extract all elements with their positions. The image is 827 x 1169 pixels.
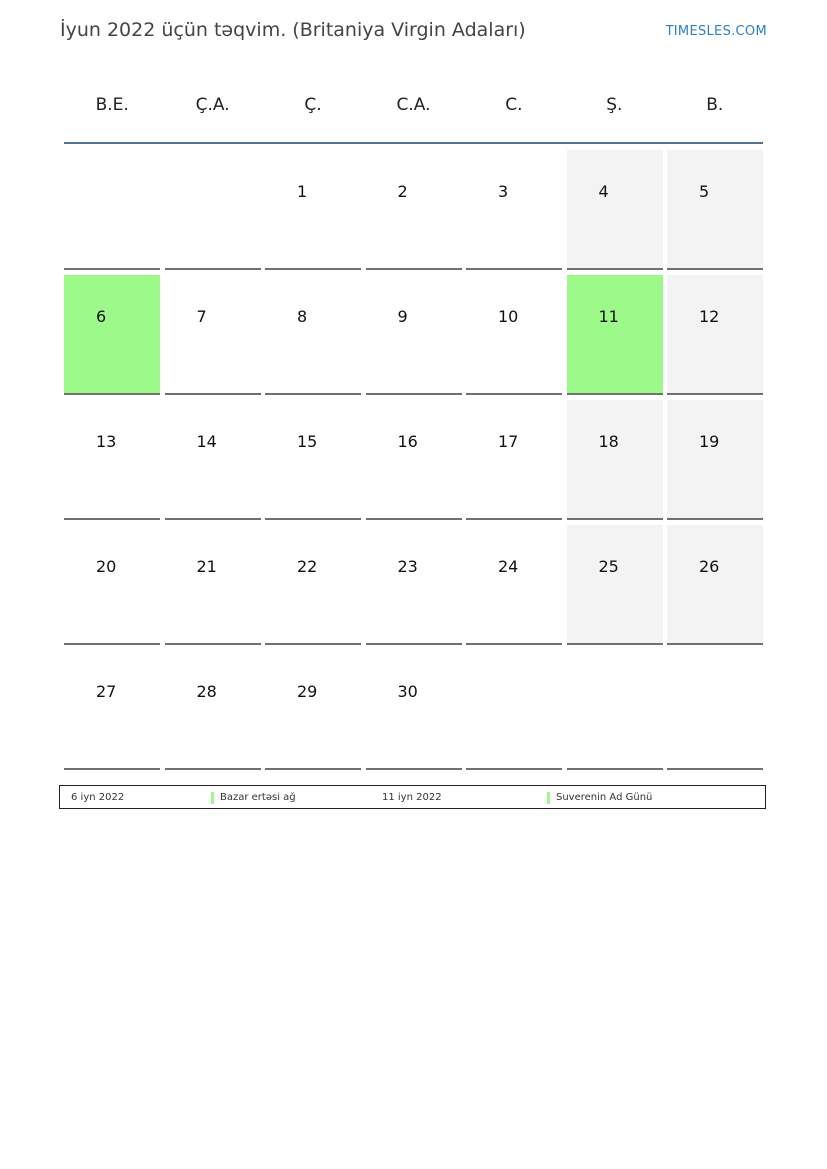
calendar-day-cell [567, 150, 663, 270]
day-number: 10 [498, 307, 519, 326]
calendar-day-cell [165, 400, 261, 520]
brand-link[interactable]: TIMESLES.COM [665, 24, 767, 39]
day-number: 17 [498, 432, 519, 451]
calendar-day-cell [366, 150, 462, 270]
day-number: 30 [397, 682, 418, 701]
legend-date: 11 iyn 2022 [382, 792, 442, 803]
calendar-day-cell [64, 650, 160, 770]
holiday-legend [59, 785, 766, 809]
weekday-label: C.A. [396, 95, 431, 115]
calendar-day-cell [366, 275, 462, 395]
day-number: 29 [297, 682, 318, 701]
day-number: 19 [699, 432, 720, 451]
legend-holiday-name: Bazar ertəsi ağ [220, 792, 296, 803]
day-number: 2 [397, 182, 408, 201]
day-number: 4 [598, 182, 609, 201]
calendar-day-cell [265, 650, 361, 770]
weekday-label: B. [706, 95, 724, 115]
legend-color-marker [547, 792, 550, 804]
day-number: 23 [397, 557, 418, 576]
page-title: İyun 2022 üçün təqvim. (Britaniya Virgin Adaları) [60, 19, 526, 41]
day-number: 15 [297, 432, 318, 451]
calendar-day-cell [466, 275, 562, 395]
weekday-label: Ç.A. [195, 95, 230, 115]
calendar-empty-cell [165, 150, 261, 270]
calendar-day-cell [265, 275, 361, 395]
weekday-label: Ç. [304, 95, 322, 115]
calendar-day-cell [265, 525, 361, 645]
calendar-day-cell [265, 400, 361, 520]
day-number: 22 [297, 557, 318, 576]
legend-date: 6 iyn 2022 [71, 792, 125, 803]
calendar-day-cell [667, 275, 763, 395]
day-number: 11 [598, 307, 619, 326]
calendar-day-cell [165, 650, 261, 770]
day-number: 7 [196, 307, 207, 326]
calendar-day-cell [366, 525, 462, 645]
day-number: 6 [96, 307, 107, 326]
day-number: 24 [498, 557, 519, 576]
day-number: 16 [397, 432, 418, 451]
calendar-day-cell [667, 525, 763, 645]
calendar-day-cell [64, 400, 160, 520]
day-number: 26 [699, 557, 720, 576]
calendar-day-cell [466, 150, 562, 270]
calendar-empty-cell [64, 150, 160, 270]
calendar-day-cell [165, 525, 261, 645]
day-number: 9 [397, 307, 408, 326]
day-number: 18 [598, 432, 619, 451]
calendar-day-cell [366, 650, 462, 770]
calendar-empty-cell [567, 650, 663, 770]
calendar-day-cell [265, 150, 361, 270]
calendar-day-cell [466, 525, 562, 645]
calendar-day-cell [64, 275, 160, 395]
day-number: 20 [96, 557, 117, 576]
calendar-day-cell [667, 400, 763, 520]
weekday-label: Ş. [606, 95, 623, 115]
weekday-label: B.E. [95, 95, 129, 115]
day-number: 21 [196, 557, 217, 576]
calendar-day-cell [667, 150, 763, 270]
calendar-empty-cell [667, 650, 763, 770]
calendar-empty-cell [466, 650, 562, 770]
legend-holiday-name: Suverenin Ad Günü [556, 792, 653, 803]
calendar-day-cell [366, 400, 462, 520]
day-number: 1 [297, 182, 308, 201]
day-number: 8 [297, 307, 308, 326]
day-number: 14 [196, 432, 217, 451]
calendar-day-cell [64, 525, 160, 645]
day-number: 27 [96, 682, 117, 701]
weekday-header-row [62, 90, 765, 120]
calendar-day-cell [466, 400, 562, 520]
day-number: 3 [498, 182, 509, 201]
day-number: 28 [196, 682, 217, 701]
calendar-day-cell [165, 275, 261, 395]
legend-color-marker [211, 792, 214, 804]
day-number: 13 [96, 432, 117, 451]
day-number: 12 [699, 307, 720, 326]
calendar-day-cell [567, 400, 663, 520]
header-divider [64, 142, 763, 144]
day-number: 25 [598, 557, 619, 576]
day-number: 5 [699, 182, 710, 201]
calendar-grid [64, 150, 763, 770]
weekday-label: C. [505, 95, 523, 115]
calendar-day-cell [567, 275, 663, 395]
calendar-day-cell [567, 525, 663, 645]
